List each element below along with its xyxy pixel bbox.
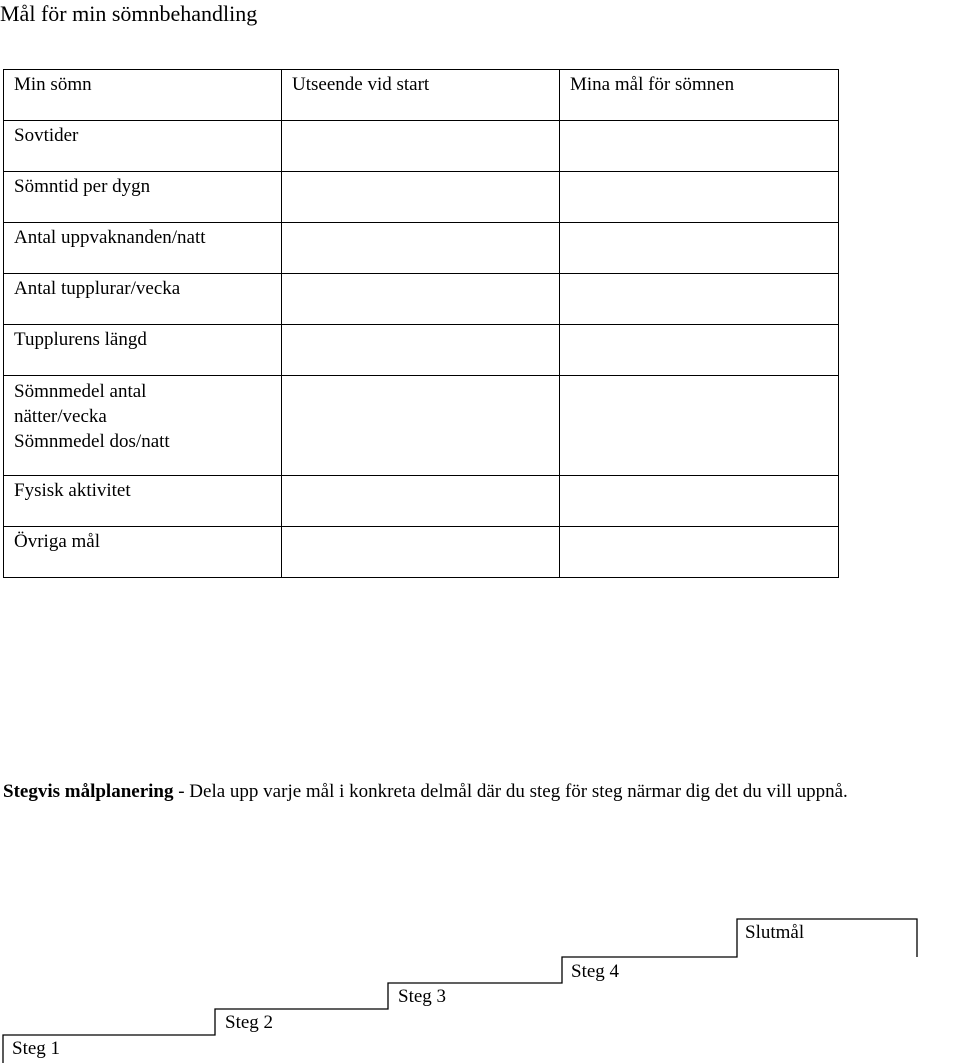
- row-label-line: Sömnmedel antal: [14, 381, 147, 402]
- column-header: Utseende vid start: [282, 70, 560, 121]
- row-label: Sömntid per dygn: [4, 172, 282, 223]
- step-2-label: Steg 2: [225, 1012, 274, 1033]
- row-label: Antal tupplurar/vecka: [4, 274, 282, 325]
- row-label: Övriga mål: [4, 527, 282, 578]
- page-title: Mål för min sömnbehandling: [0, 1, 258, 26]
- row-label-line: Sömnmedel dos/natt: [14, 431, 170, 452]
- stepwise-heading: Stegvis målplanering: [3, 781, 174, 802]
- column-header: Min sömn: [4, 70, 282, 121]
- row-label: Tupplurens längd: [4, 325, 282, 376]
- final-goal-label: Slutmål: [745, 922, 805, 943]
- stepwise-text: - Dela upp varje mål i konkreta delmål där du steg för steg närmar dig det du vill uppnå.: [173, 781, 848, 802]
- column-header: Mina mål för sömnen: [560, 70, 839, 121]
- step-4-label: Steg 4: [571, 961, 620, 982]
- row-label-line: nätter/vecka: [14, 406, 107, 427]
- row-label: Antal uppvaknanden/natt: [4, 223, 282, 274]
- step-1-label: Steg 1: [12, 1038, 61, 1059]
- row-label: Sovtider: [4, 121, 282, 172]
- row-label: Fysisk aktivitet: [4, 476, 282, 527]
- step-3-label: Steg 3: [398, 986, 447, 1007]
